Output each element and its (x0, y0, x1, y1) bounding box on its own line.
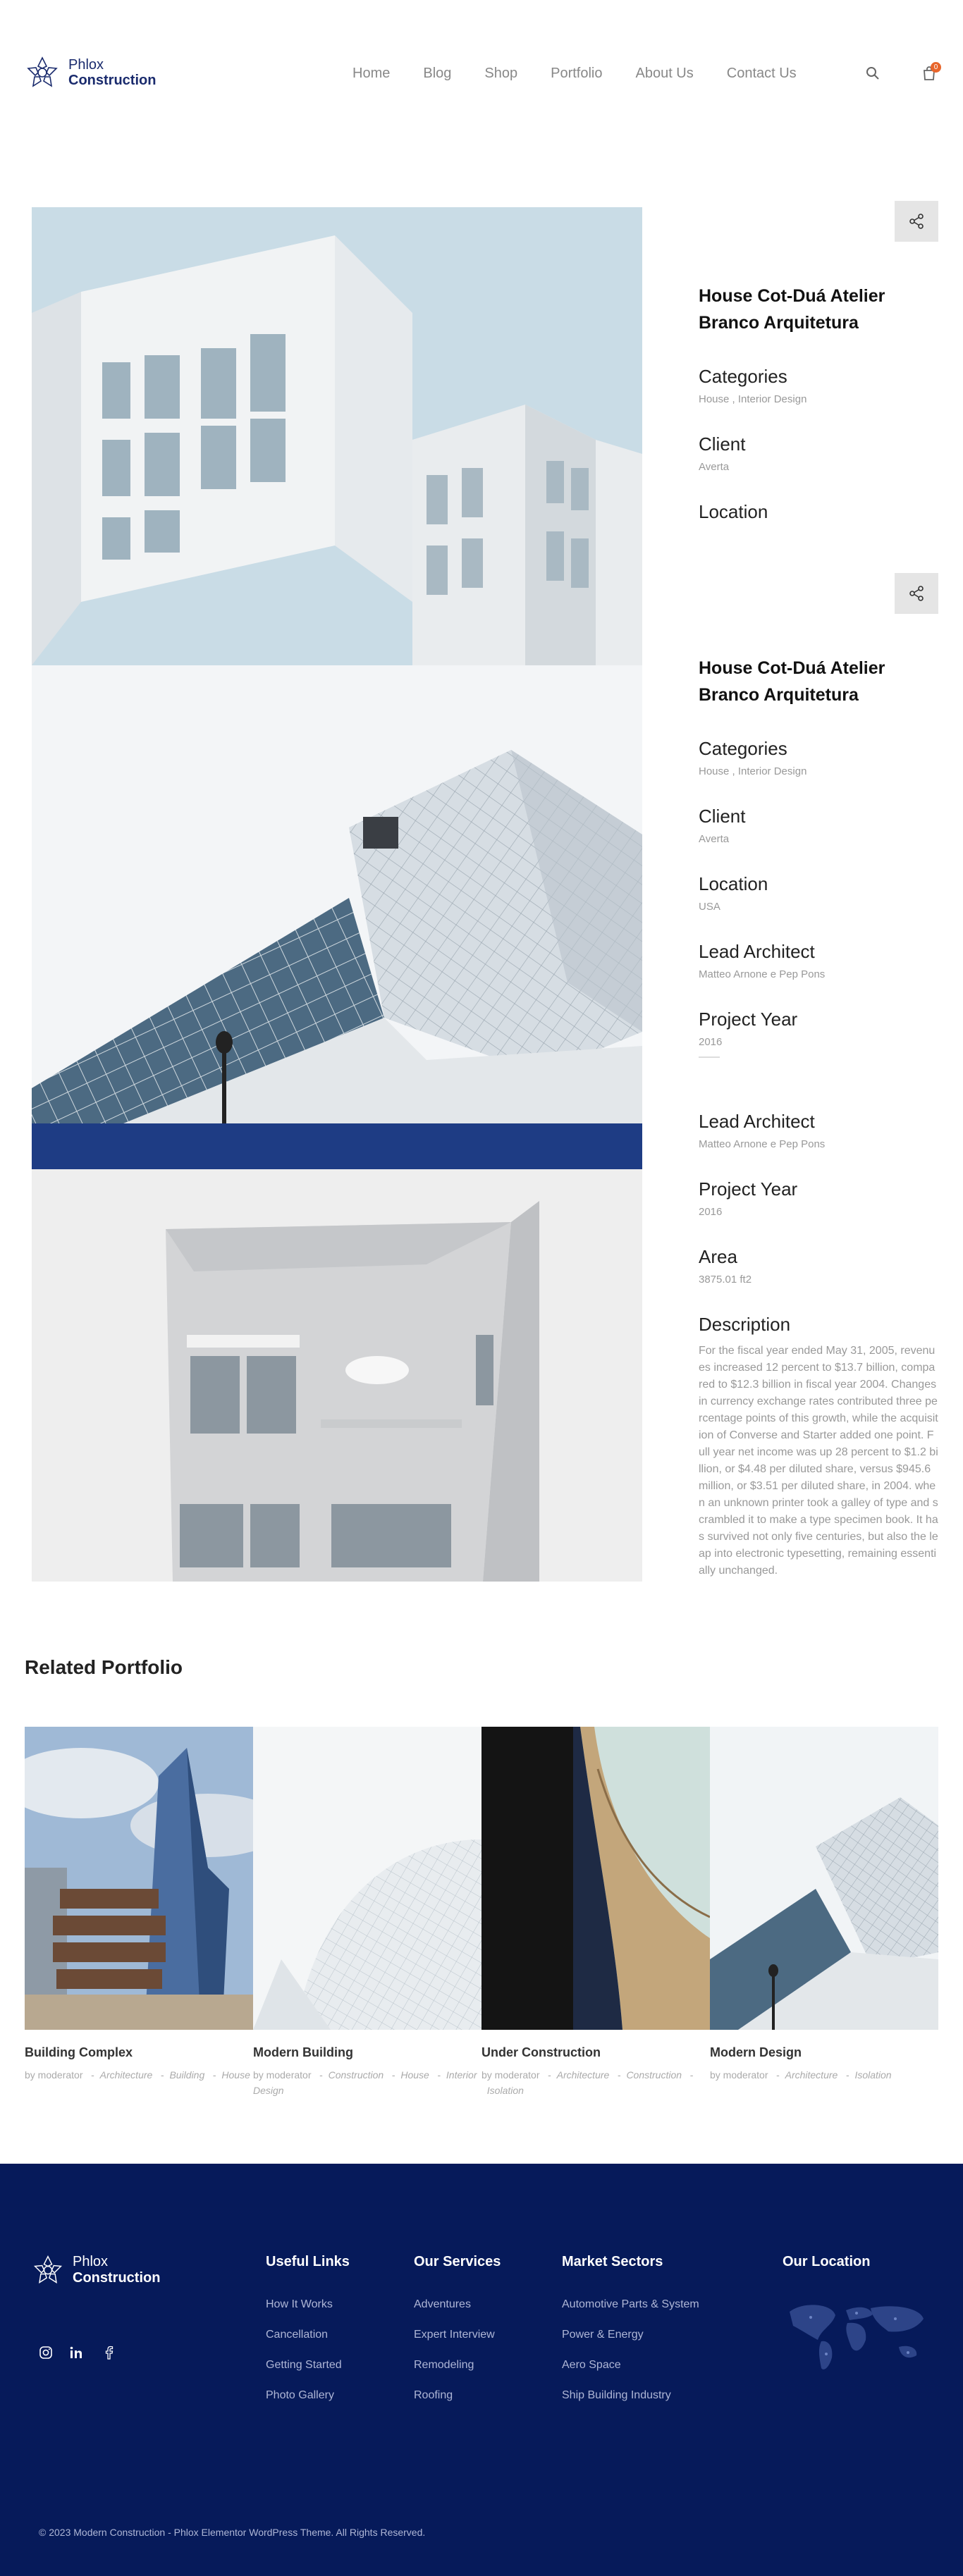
logo-line1: Phlox (68, 57, 104, 73)
footer-logo[interactable] (32, 2254, 160, 2286)
copyright-text: © 2023 Modern Construction - Phlox Elementor WordPress Theme. All Rights Reserved. (39, 2527, 426, 2538)
nav-blog[interactable]: Blog (423, 66, 452, 81)
tag[interactable]: Isolation (486, 2085, 524, 2096)
useful-links-column (266, 2254, 350, 2420)
share-button-1[interactable] (895, 201, 938, 242)
related-portfolio-title: Related Portfolio (25, 1656, 183, 1678)
related-item[interactable] (25, 1727, 253, 2083)
portfolio-image-2 (32, 665, 642, 1123)
footer-logo-line1: Phlox (73, 2254, 109, 2269)
footer-link[interactable]: Automotive Parts & System (562, 2298, 699, 2310)
project-details-3 (699, 1111, 938, 1579)
portfolio-image-1 (32, 207, 642, 665)
location-column (783, 2254, 870, 2270)
footer-link[interactable]: Getting Started (266, 2359, 342, 2371)
related-item-meta: by moderator - Architecture - Construction - Isolation (482, 2069, 694, 2096)
client-value: Averta (699, 461, 730, 473)
location-title: Our Location (783, 2254, 871, 2269)
related-item[interactable] (482, 1727, 710, 2098)
related-item-name[interactable]: Building Complex (25, 2045, 133, 2059)
world-map-icon (783, 2298, 931, 2375)
description-text: For the fiscal year ended May 31, 2005, revenues increased 12 percent to $13.7 billion, compared to $12.3 billion in fiscal year 2004. Changes in currency exchange rates contributed three percentage points of this growth, while the acquisition of Converse and Starter added one point. Full year net income was up 28 percent to $1.2 billion, or $4.48 per diluted share, versus $945.6 million, or $3.51 per diluted share, in 2004. when an unknown printer took a galley of type and scrambled it to make a type specimen book. It has survived not only five centuries, but also the leap into electronic typesetting, remaining essentially unchanged. (699, 1345, 938, 1577)
related-item-meta: by moderator - Architecture - Isolation (710, 2069, 892, 2081)
tag[interactable]: House (400, 2069, 429, 2081)
related-item-meta: by moderator - Architecture - Building - House (25, 2069, 250, 2081)
area-value: 3875.01 ft2 (699, 1274, 752, 1286)
location-value: USA (699, 901, 720, 913)
categories-label: Categories (699, 366, 787, 387)
project-title: House Cot-Duá Atelier Branco Arquitetura (699, 658, 885, 705)
services-title: Our Services (414, 2254, 501, 2269)
architect-label: Lead Architect (699, 941, 815, 962)
sectors-column (562, 2254, 699, 2420)
location-label: Location (699, 501, 768, 522)
tag[interactable]: Construction (328, 2069, 384, 2081)
share-icon (909, 586, 924, 601)
year-label: Project Year (699, 1009, 798, 1030)
footer-link[interactable]: Remodeling (414, 2359, 474, 2371)
project-details-1 (699, 283, 938, 523)
footer-link[interactable]: Ship Building Industry (562, 2389, 671, 2401)
related-item-name[interactable]: Under Construction (482, 2045, 601, 2059)
tag[interactable]: Isolation (854, 2069, 892, 2081)
related-image[interactable] (25, 1727, 253, 2030)
related-item-name[interactable]: Modern Building (253, 2045, 353, 2059)
description-label: Description (699, 1314, 791, 1335)
year-value: 2016 (699, 1036, 723, 1048)
cart-count-badge: 0 (931, 62, 941, 73)
useful-links-title: Useful Links (266, 2254, 350, 2269)
share-icon (909, 214, 924, 229)
footer-logo-line2: Construction (73, 2270, 161, 2286)
nav-contact-us[interactable]: Contact Us (726, 66, 797, 81)
services-column (414, 2254, 501, 2420)
area-label: Area (699, 1246, 737, 1267)
nav-home[interactable]: Home (352, 66, 391, 81)
linkedin-icon[interactable] (67, 2343, 85, 2362)
sectors-title: Market Sectors (562, 2254, 663, 2269)
nav-about-us[interactable]: About Us (635, 66, 694, 81)
logo-flower-icon (25, 55, 60, 90)
footer-link[interactable]: How It Works (266, 2298, 333, 2310)
architect-value: Matteo Arnone e Pep Pons (699, 968, 826, 980)
client-label: Client (699, 433, 746, 455)
footer-link[interactable]: Power & Energy (562, 2329, 644, 2341)
related-item[interactable] (710, 1727, 938, 2083)
nav-shop[interactable]: Shop (484, 66, 518, 81)
related-image[interactable] (253, 1727, 482, 2030)
related-image[interactable] (710, 1727, 938, 2030)
related-item-name[interactable]: Modern Design (710, 2045, 802, 2059)
site-logo[interactable] (25, 55, 156, 90)
footer-link[interactable]: Cancellation (266, 2329, 329, 2341)
facebook-icon[interactable] (100, 2343, 118, 2362)
tag[interactable]: House (221, 2069, 250, 2081)
logo-line2: Construction (68, 73, 157, 88)
author[interactable]: by moderator (482, 2069, 540, 2081)
portfolio-image-3 (32, 1123, 642, 1582)
tag[interactable]: Construction (626, 2069, 682, 2081)
tag[interactable]: Interior Design (253, 2069, 477, 2096)
related-image[interactable] (482, 1727, 710, 2030)
search-icon[interactable] (864, 65, 881, 82)
author[interactable]: by moderator (25, 2069, 83, 2081)
logo-flower-icon (32, 2254, 64, 2286)
footer-link[interactable]: Adventures (414, 2298, 471, 2310)
categories-value[interactable]: House , Interior Design (699, 393, 807, 405)
divider (699, 1056, 720, 1058)
site-header (0, 0, 963, 148)
author[interactable]: by moderator (710, 2069, 768, 2081)
project-title: House Cot-Duá Atelier Branco Arquitetura (699, 286, 885, 333)
footer-link[interactable]: Expert Interview (414, 2329, 495, 2341)
author[interactable]: by moderator (253, 2069, 312, 2081)
footer-link[interactable]: Roofing (414, 2389, 453, 2401)
architect-label: Lead Architect (699, 1111, 815, 1132)
main-nav (352, 66, 830, 82)
year-label: Project Year (699, 1178, 798, 1200)
footer-link[interactable]: Aero Space (562, 2359, 621, 2371)
tag[interactable]: Building (169, 2069, 205, 2081)
footer-link[interactable]: Photo Gallery (266, 2389, 334, 2401)
location-label: Location (699, 873, 768, 894)
share-button-2[interactable] (895, 573, 938, 614)
year-value: 2016 (699, 1206, 723, 1218)
related-item-meta: by moderator - Construction - House - Interior Design (253, 2069, 477, 2096)
client-value: Averta (699, 833, 730, 845)
nav-portfolio[interactable]: Portfolio (551, 66, 603, 81)
categories-label: Categories (699, 738, 787, 759)
tag[interactable]: Architecture (556, 2069, 610, 2081)
tag[interactable]: Architecture (99, 2069, 153, 2081)
related-item[interactable] (253, 1727, 482, 2098)
categories-value[interactable]: House , Interior Design (699, 765, 807, 777)
instagram-icon[interactable] (37, 2343, 55, 2362)
tag[interactable]: Architecture (785, 2069, 838, 2081)
project-details-2 (699, 655, 938, 1058)
architect-value: Matteo Arnone e Pep Pons (699, 1138, 826, 1150)
site-footer (0, 2164, 963, 2576)
client-label: Client (699, 806, 746, 827)
